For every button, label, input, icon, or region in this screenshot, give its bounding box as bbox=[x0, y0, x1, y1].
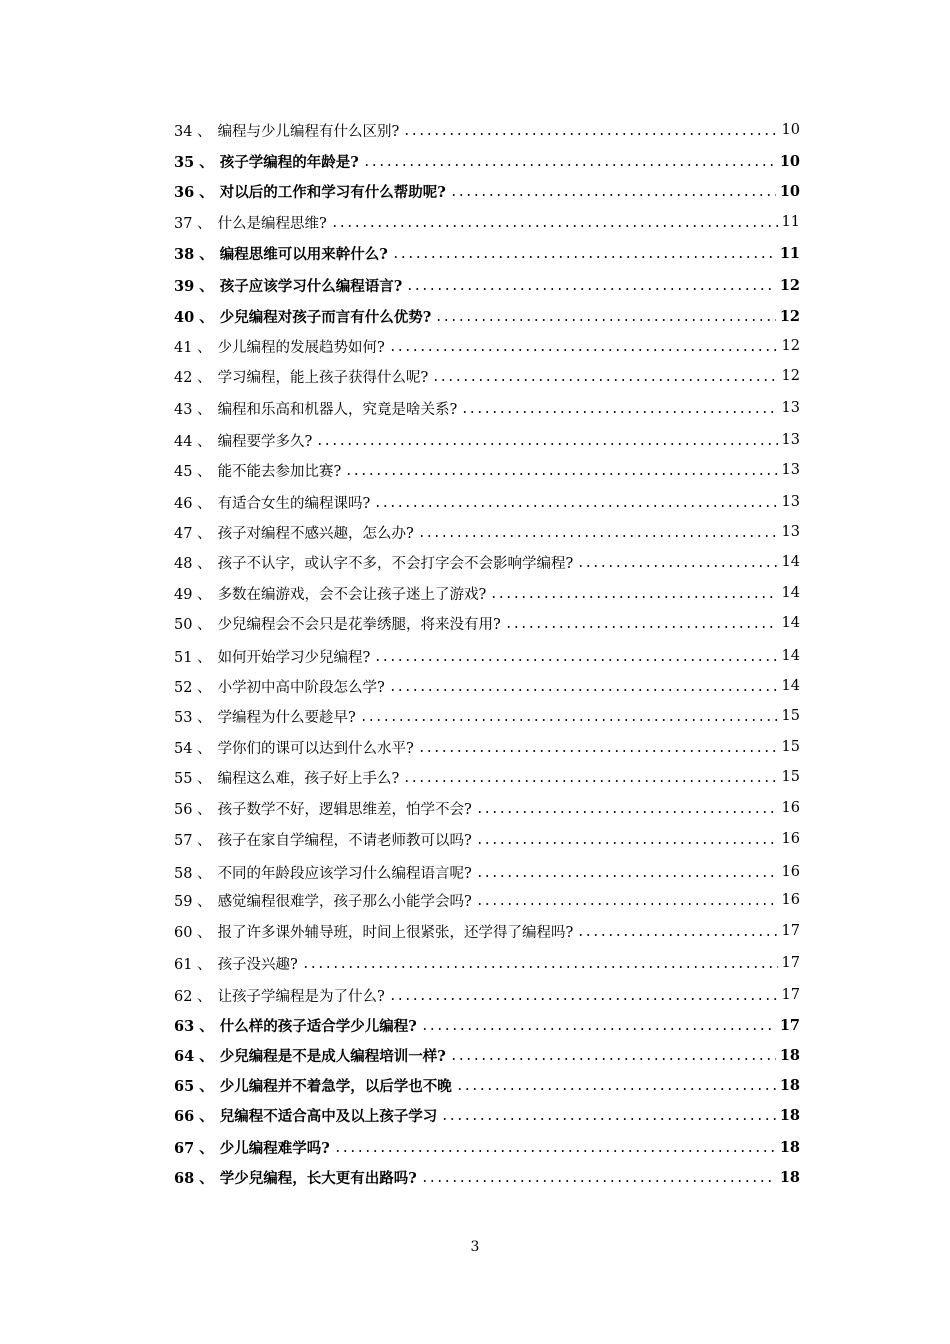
toc-entry[interactable] bbox=[174, 118, 800, 142]
toc-entry-number: 51 、 bbox=[174, 649, 212, 666]
toc-entry-number: 67 、 bbox=[174, 1139, 214, 1157]
toc-entry-number: 34 、 bbox=[174, 123, 212, 140]
toc-dot-leader bbox=[490, 596, 777, 598]
toc-dot-leader bbox=[360, 719, 778, 721]
toc-entry-page: 18 bbox=[779, 1076, 800, 1094]
toc-entry-title: 多数在编游戏，会不会让孩子迷上了游戏? bbox=[217, 586, 487, 603]
toc-entry[interactable] bbox=[174, 304, 800, 328]
toc-entry-number: 47 、 bbox=[174, 525, 212, 542]
toc-entry-number: 41 、 bbox=[174, 339, 212, 356]
toc-entry-page: 15 bbox=[781, 708, 800, 724]
toc-entry[interactable] bbox=[174, 644, 800, 668]
toc-entry-title: 孩子数学不好，逻辑思维差，怕学不会? bbox=[217, 801, 472, 818]
toc-dot-leader bbox=[374, 505, 777, 507]
toc-entry-page: 10 bbox=[781, 122, 800, 138]
toc-entry-page: 13 bbox=[781, 494, 800, 510]
toc-entry-number: 58 、 bbox=[174, 865, 212, 882]
toc-entry[interactable] bbox=[174, 520, 800, 544]
toc-entry[interactable] bbox=[174, 364, 800, 388]
toc-entry[interactable] bbox=[174, 983, 800, 1007]
toc-entry[interactable] bbox=[174, 796, 800, 820]
toc-entry-page: 18 bbox=[779, 1138, 800, 1156]
toc-entry-title: 少兒编程会不会只是花拳绣腿，将来没有用? bbox=[217, 616, 501, 633]
toc-entry-title: 孩子不认字，或认字不多，不会打字会不会影响学编程? bbox=[217, 555, 574, 572]
toc-entry[interactable] bbox=[174, 951, 800, 975]
toc-entry[interactable] bbox=[174, 704, 800, 728]
toc-entry-page: 14 bbox=[781, 615, 800, 631]
toc-entry-page: 12 bbox=[779, 276, 800, 294]
toc-entry-number: 55 、 bbox=[174, 770, 212, 787]
toc-entry-page: 13 bbox=[781, 524, 800, 540]
toc-entry-number: 40 、 bbox=[174, 308, 214, 326]
toc-entry-page: 11 bbox=[781, 214, 800, 230]
toc-entry-title: 感觉编程很难学，孩子那么小能学会吗? bbox=[217, 893, 472, 910]
toc-entry[interactable] bbox=[174, 210, 800, 234]
toc-entry-number: 50 、 bbox=[174, 616, 212, 633]
toc-entry[interactable] bbox=[174, 179, 800, 203]
toc-dot-leader bbox=[476, 811, 778, 813]
toc-dot-leader bbox=[476, 875, 778, 877]
toc-entry-title: 学编程为什么要趁早? bbox=[217, 709, 356, 726]
toc-entry-title: 少儿编程并不着急学，以后学也不晚 bbox=[219, 1077, 452, 1095]
toc-entry-number: 57 、 bbox=[174, 832, 212, 849]
toc-entry-number: 44 、 bbox=[174, 433, 212, 450]
toc-entry-page: 17 bbox=[779, 1016, 800, 1034]
toc-entry-title: 学习编程，能上孩子获得什么呢? bbox=[217, 369, 429, 386]
toc-entry-title: 孩子应该学习什么编程语言? bbox=[219, 277, 403, 295]
toc-entry-number: 52 、 bbox=[174, 679, 212, 696]
toc-entry[interactable] bbox=[174, 735, 800, 759]
toc-entry-title: 编程与少儿编程有什么区别? bbox=[217, 123, 400, 140]
toc-entry-number: 64 、 bbox=[174, 1047, 214, 1065]
toc-entry[interactable] bbox=[174, 273, 800, 297]
toc-entry-page: 13 bbox=[781, 432, 800, 448]
toc-dot-leader bbox=[476, 903, 778, 905]
toc-entry-title: 能不能去参加比赛? bbox=[217, 463, 342, 480]
page-number: 3 bbox=[470, 1239, 480, 1255]
toc-entry[interactable] bbox=[174, 149, 800, 173]
toc-entry-number: 36 、 bbox=[174, 183, 214, 201]
toc-entry-page: 16 bbox=[781, 892, 800, 908]
toc-entry-number: 59 、 bbox=[174, 893, 212, 910]
toc-entry-number: 48 、 bbox=[174, 555, 212, 572]
toc-entry-number: 49 、 bbox=[174, 586, 212, 603]
toc-entry-number: 38 、 bbox=[174, 245, 214, 263]
toc-entry-title: 少儿编程难学吗? bbox=[219, 1139, 330, 1157]
toc-entry[interactable] bbox=[174, 1165, 800, 1189]
toc-entry[interactable] bbox=[174, 428, 800, 452]
toc-entry-title: 少兒编程对孩子而言有什么优势? bbox=[219, 308, 432, 326]
toc-entry[interactable] bbox=[174, 888, 800, 912]
toc-dot-leader bbox=[461, 411, 777, 413]
toc-entry[interactable] bbox=[174, 827, 800, 851]
toc-entry[interactable] bbox=[174, 458, 800, 482]
toc-entry[interactable] bbox=[174, 1013, 800, 1037]
toc-entry-number: 54 、 bbox=[174, 740, 212, 757]
toc-entry-number: 66 、 bbox=[174, 1107, 214, 1125]
toc-entry-page: 10 bbox=[779, 182, 800, 200]
toc-entry-title: 如何开始学习少兒编程? bbox=[217, 649, 371, 666]
toc-dot-leader bbox=[450, 194, 776, 196]
toc-dot-leader bbox=[392, 256, 776, 258]
toc-entry-title: 编程和乐高和机器人，究竟是啥关系? bbox=[217, 401, 458, 418]
toc-entry-number: 35 、 bbox=[174, 153, 214, 171]
toc-dot-leader bbox=[302, 966, 778, 968]
toc-entry-page: 14 bbox=[781, 678, 800, 694]
toc-entry-title: 不同的年龄段应该学习什么编程语言呢? bbox=[217, 865, 472, 882]
toc-dot-leader bbox=[389, 998, 778, 1000]
toc-entry[interactable] bbox=[174, 765, 800, 789]
toc-entry[interactable] bbox=[174, 1135, 800, 1159]
toc-entry-title: 孩子在家自学编程，不请老师教可以吗? bbox=[217, 832, 472, 849]
toc-dot-leader bbox=[577, 565, 777, 567]
toc-entry-page: 15 bbox=[781, 769, 800, 785]
toc-entry-number: 43 、 bbox=[174, 401, 212, 418]
toc-entry-title: 编程要学多久? bbox=[217, 433, 313, 450]
toc-entry-title: 学你们的课可以达到什么水平? bbox=[217, 740, 414, 757]
toc-entry-number: 61 、 bbox=[174, 956, 212, 973]
toc-entry-page: 17 bbox=[781, 955, 800, 971]
toc-dot-leader bbox=[389, 689, 778, 691]
toc-entry-title: 报了许多课外辅导班，时间上很紧张，还学得了编程吗? bbox=[217, 924, 574, 941]
toc-entry-title: 小学初中高中阶段怎么学? bbox=[217, 679, 385, 696]
toc-entry-number: 39 、 bbox=[174, 277, 214, 295]
toc-dot-leader bbox=[476, 842, 778, 844]
toc-dot-leader bbox=[363, 164, 776, 166]
toc-entry-number: 37 、 bbox=[174, 215, 212, 232]
toc-entry-page: 12 bbox=[779, 307, 800, 325]
toc-entry-title: 让孩子学编程是为了什么? bbox=[217, 988, 385, 1005]
toc-entry-title: 编程这么难，孩子好上手么? bbox=[217, 770, 400, 787]
toc-entry[interactable] bbox=[174, 490, 800, 514]
toc-entry[interactable] bbox=[174, 334, 800, 358]
toc-entry-title: 兒编程不适合高中及以上孩子学习 bbox=[219, 1107, 438, 1125]
toc-entry-page: 18 bbox=[779, 1106, 800, 1124]
toc-entry-page: 18 bbox=[779, 1168, 800, 1186]
toc-entry-page: 14 bbox=[781, 648, 800, 664]
toc-entry-page: 16 bbox=[781, 800, 800, 816]
toc-dot-leader bbox=[505, 626, 778, 628]
toc-entry-page: 16 bbox=[781, 864, 800, 880]
toc-entry-page: 17 bbox=[781, 987, 800, 1003]
toc-entry-number: 60 、 bbox=[174, 924, 212, 941]
toc-entry-title: 编程思维可以用来幹什么? bbox=[219, 245, 388, 263]
toc-entry-number: 56 、 bbox=[174, 801, 212, 818]
toc-entry-title: 什么是编程思维? bbox=[217, 215, 327, 232]
toc-dot-leader bbox=[331, 225, 778, 227]
toc-entry-number: 46 、 bbox=[174, 495, 212, 512]
toc-dot-leader bbox=[345, 473, 777, 475]
toc-entry[interactable] bbox=[174, 1073, 800, 1097]
toc-entry-page: 10 bbox=[779, 152, 800, 170]
toc-entry[interactable] bbox=[174, 581, 800, 605]
toc-entry-number: 62 、 bbox=[174, 988, 212, 1005]
toc-entry-page: 18 bbox=[779, 1046, 800, 1064]
toc-entry-title: 少儿编程的发展趋势如何? bbox=[217, 339, 385, 356]
toc-entry-page: 13 bbox=[781, 400, 800, 416]
toc-dot-leader bbox=[389, 349, 778, 351]
toc-dot-leader bbox=[334, 1150, 776, 1152]
toc-entry[interactable] bbox=[174, 396, 800, 420]
toc-entry-page: 16 bbox=[781, 831, 800, 847]
toc-entry[interactable] bbox=[174, 860, 800, 884]
toc-entry[interactable] bbox=[174, 674, 800, 698]
toc-entry[interactable] bbox=[174, 611, 800, 635]
toc-entry-number: 45 、 bbox=[174, 463, 212, 480]
toc-dot-leader bbox=[403, 133, 777, 135]
toc-entry-title: 孩子对编程不感兴趣，怎么办? bbox=[217, 525, 414, 542]
toc-dot-leader bbox=[450, 1058, 776, 1060]
toc-entry[interactable] bbox=[174, 550, 800, 574]
toc-entry-page: 12 bbox=[781, 368, 800, 384]
toc-dot-leader bbox=[441, 1118, 776, 1120]
toc-entry-title: 少兒编程是不是成人编程培训一样? bbox=[219, 1047, 446, 1065]
toc-entry-number: 42 、 bbox=[174, 369, 212, 386]
toc-entry-number: 53 、 bbox=[174, 709, 212, 726]
toc-entry-title: 对以后的工作和学习有什么帮助呢? bbox=[219, 183, 446, 201]
toc-entry-title: 什么样的孩子适合学少儿编程? bbox=[219, 1017, 417, 1035]
toc-dot-leader bbox=[421, 1028, 776, 1030]
toc-entry-page: 13 bbox=[781, 462, 800, 478]
toc-dot-leader bbox=[421, 1180, 776, 1182]
toc-entry[interactable] bbox=[174, 1103, 800, 1127]
toc-entry-title: 孩子学编程的年龄是? bbox=[219, 153, 359, 171]
toc-entry[interactable] bbox=[174, 241, 800, 265]
toc-dot-leader bbox=[418, 535, 778, 537]
toc-entry-number: 63 、 bbox=[174, 1017, 214, 1035]
toc-entry-number: 65 、 bbox=[174, 1077, 214, 1095]
toc-entry[interactable] bbox=[174, 919, 800, 943]
toc-entry[interactable] bbox=[174, 1043, 800, 1067]
toc-dot-leader bbox=[456, 1088, 776, 1090]
toc-entry-page: 12 bbox=[781, 338, 800, 354]
toc-dot-leader bbox=[406, 288, 776, 290]
toc-entry-page: 17 bbox=[781, 923, 800, 939]
toc-dot-leader bbox=[418, 750, 778, 752]
toc-entry-title: 学少兒编程，长大更有出路吗? bbox=[219, 1169, 417, 1187]
toc-dot-leader bbox=[577, 934, 777, 936]
toc-entry-title: 孩子没兴趣? bbox=[217, 956, 298, 973]
toc-entry-page: 15 bbox=[781, 739, 800, 755]
toc-dot-leader bbox=[316, 443, 777, 445]
toc-dot-leader bbox=[403, 780, 777, 782]
toc-dot-leader bbox=[435, 319, 776, 321]
toc-entry-page: 14 bbox=[781, 554, 800, 570]
toc-dot-leader bbox=[374, 659, 777, 661]
toc-entry-number: 68 、 bbox=[174, 1169, 214, 1187]
toc-dot-leader bbox=[432, 379, 777, 381]
toc-entry-title: 有适合女生的编程课吗? bbox=[217, 495, 371, 512]
toc-entry-page: 14 bbox=[781, 585, 800, 601]
toc-entry-page: 11 bbox=[779, 244, 800, 262]
